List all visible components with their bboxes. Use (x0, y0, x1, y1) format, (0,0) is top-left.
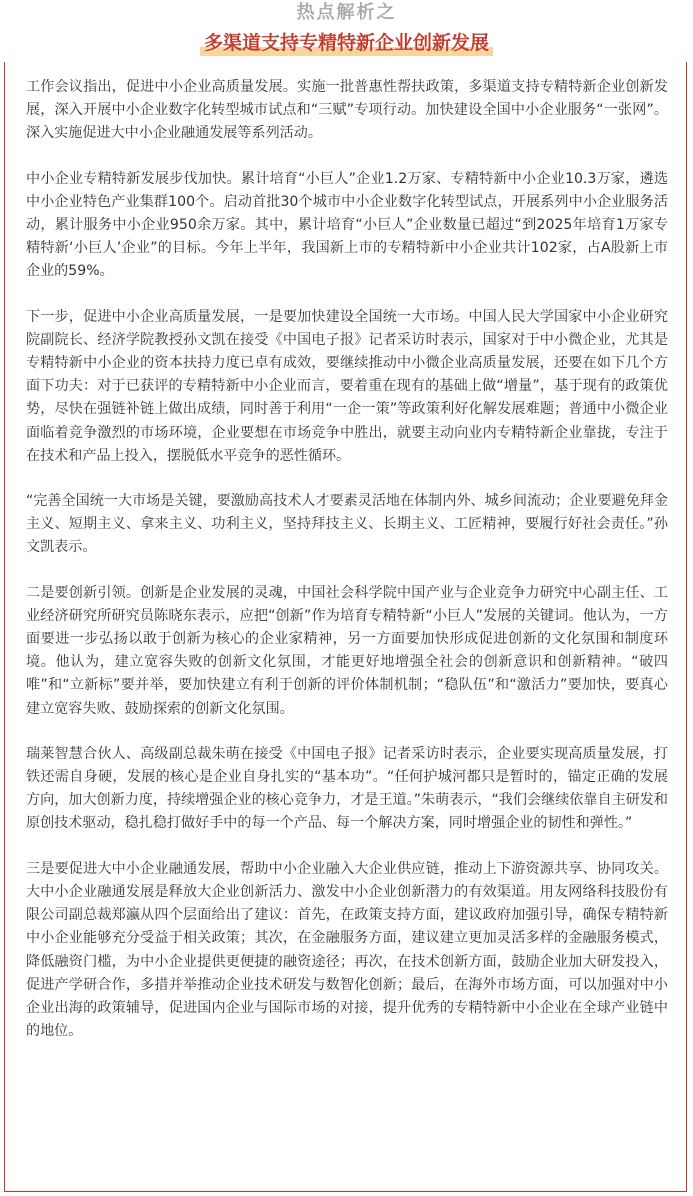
paragraph-4: “完善全国统一大市场是关键，要激励高技术人才要素灵活地在体制内外、城乡间流动；企业要避免拜金主义、短期主义、拿来主义、功利主义，坚持拜技主义、长期主义、工匠精神，要履行好社会责任。”孙文凯表示。 (26, 493, 668, 556)
article-body (26, 76, 668, 1065)
article-header (0, 0, 693, 62)
kicker-text: 热点解析之 (283, 0, 411, 26)
title-text: 多渠道支持专精特新企业创新发展 (203, 32, 489, 54)
paragraph-7: 三是要促进大中小企业融通发展，帮助中小企业融入大企业供应链，推动上下游资源共享、协同攻关。大中小企业融通发展是释放大企业创新活力、激发中小企业创新潜力的有效渠道。用友网络科技股份有限公司副总裁郑瀛从四个层面给出了建议：首先，在政策支持方面，建议政府加强引导，确保专精特新中小企业能够充分受益于相关政策；其次，在金融服务方面，建议建立更加灵活多样的金融服务模式，降低融资门槛，为中小企业提供更便捷的融资途径；再次，在技术创新方面，鼓励企业加大研发投入，促进产学研合作，多措并举推动企业技术研发与数智化创新；最后，在海外市场方面，可以加强对中小企业出海的政策辅导，促进国内企业与国际市场的对接，提升优秀的专精特新中小企业在全球产业链中的地位。 (26, 860, 668, 1040)
section-kicker (0, 0, 693, 26)
paragraph-3: 下一步，促进中小企业高质量发展，一是要加快建设全国统一大市场。中国人民大学国家中小企业研究院副院长、经济学院教授孙文凯在接受《中国电子报》记者采访时表示，国家对于中小微企业，尤其是专精特新中小企业的资本扶持力度已卓有成效，要继续推动中小微企业高质量发展，还要在如下几个方面下功夫：对于已获评的专精特新中小企业而言，要着重在现有的基础上做“增量”，基于现有的政策优势，尽快在强链补链上做出成绩，同时善于利用“一企一策”等政策利好化解发展难题；普通中小微企业面临着竞争激烈的市场环境，企业要想在市场竞争中胜出，就要主动向业内专精特新企业靠拢，专注于在技术和产品上投入，摆脱低水平竞争的恶性循环。 (26, 308, 668, 464)
title-wrap (0, 30, 693, 56)
paragraph-1: 工作会议指出，促进中小企业高质量发展。实施一批普惠性帮扶政策，多渠道支持专精特新企业创新发展，深入开展中小企业数字化转型城市试点和“三赋”专项行动。加快建设全国中小企业服务“一张网”。深入实施促进大中小企业融通发展等系列活动。 (26, 79, 668, 142)
paragraph-2: 中小企业专精特新发展步伐加快。累计培育“小巨人”企业1.2万家、专精特新中小企业10.3万家，遴选中小企业特色产业集群100个。启动首批30个城市中小企业数字化转型试点，开展系列中小企业服务活动，累计服务中小企业950余万家。其中，累计培育“小巨人”企业数量已超过“到2025年培育1万家专精特新‘小巨人’企业”的目标。今年上半年，我国新上市的专精特新中小企业共计102家，占A股新上市企业的59%。 (26, 170, 668, 280)
paragraph-6: 瑞莱智慧合伙人、高级副总裁朱萌在接受《中国电子报》记者采访时表示，企业要实现高质量发展，打铁还需自身硬，发展的核心是企业自身扎实的“基本功”。“任何护城河都只是暂时的，锚定正确的发展方向，加大创新力度，持续增强企业的核心竞争力，才是王道。”朱萌表示，“我们会继续依靠自主研发和原创技术驱动，稳扎稳打做好手中的每一个产品、每一个解决方案，同时增强企业的韧性和弹性。” (26, 745, 668, 832)
paragraph-5: 二是要创新引领。创新是企业发展的灵魂，中国社会科学院中国产业与企业竞争力研究中心副主任、工业经济研究所研究员陈晓东表示，应把“创新”作为培育专精特新“小巨人”发展的关键词。他认为，一方面要进一步弘扬以敢于创新为核心的企业家精神，另一方面要加快形成促进创新的文化氛围和制度环境。他认为，建立宽容失败的创新文化氛围，才能更好地增强全社会的创新意识和创新精神。“破四唯”和“立新标”要并举，要加快建立有利于创新的评价体制机制；“稳队伍”和“激活力”要加快，要真心建立宽容失败、鼓励探索的创新文化氛围。 (26, 584, 669, 717)
page-title (198, 30, 495, 56)
